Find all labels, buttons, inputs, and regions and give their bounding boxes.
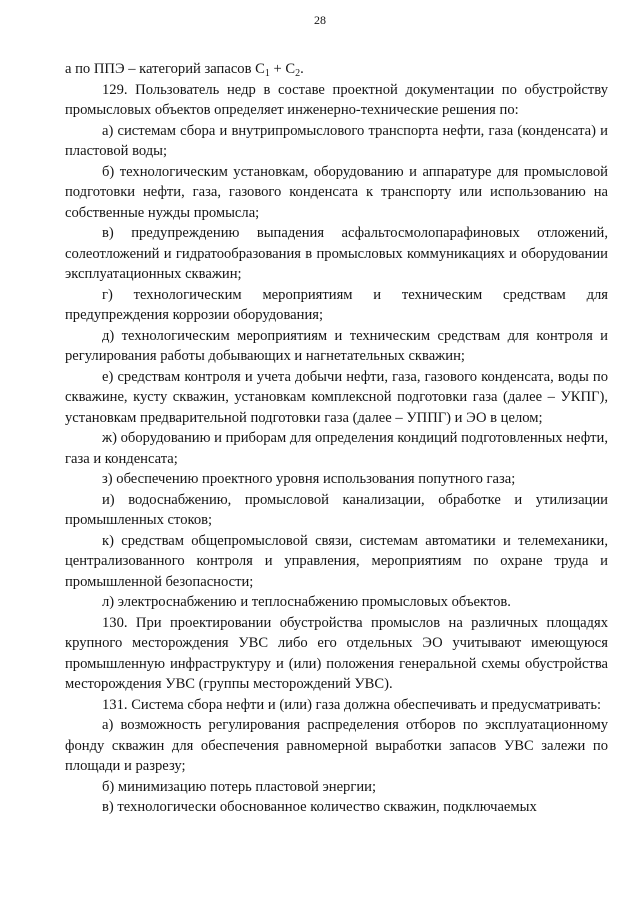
paragraph-129-b: б) технологическим установкам, оборудованию и аппаратуре для промысловой подготовки нефти, газа, газового конденсата к транспорту или использованию на собственные нужды промысла;	[65, 163, 608, 221]
text-fragment: .	[300, 61, 304, 77]
paragraph-129-g: г) технологическим мероприятиям и техническим средствам для предупреждения коррозии оборудования;	[65, 286, 608, 323]
text-fragment: + С	[269, 61, 296, 77]
paragraph-129-e: е) средствам контроля и учета добычи нефти, газа, газового конденсата, воды по скважине, кусту скважин, установкам комплексной подготовки газа (далее – УКПГ), установкам предварительной подготовки газа (далее – УППГ) и ЭО в целом;	[65, 368, 608, 426]
paragraph-131-a: а) возможность регулирования распределения отборов по эксплуатационному фонду скважин для обеспечения равномерной выработки запасов УВС залежи по площади и разрезу;	[65, 717, 608, 774]
paragraph-129-d: д) технологическим мероприятиям и техническим средствам для контроля и регулирования работы добывающих и нагнетательных скважин;	[65, 327, 608, 364]
paragraph-130: 130. При проектировании обустройства промыслов на различных площадях крупного месторождения УВС либо его отдельных ЭО учитывают имеющуюся промышленную инфраструктуру и (или) положения генеральной схемы обустройства месторождения УВС (группы месторождений УВС).	[65, 614, 608, 692]
paragraph-continuation	[65, 59, 608, 80]
paragraph-131-b: б) минимизацию потерь пластовой энергии;	[102, 778, 377, 795]
page-number: 28	[314, 13, 326, 27]
paragraph-129-i: и) водоснабжению, промысловой канализации, обработке и утилизации промышленных стоков;	[65, 491, 608, 528]
paragraph-131-v: в) технологически обоснованное количество скважин, подключаемых	[102, 799, 537, 815]
paragraph-129-zh: ж) оборудованию и приборам для определения кондиций подготовленных нефти, газа и конденсата;	[65, 430, 608, 467]
paragraph-131: 131. Система сбора нефти и (или) газа должна обеспечивать и предусматривать:	[102, 696, 602, 713]
text-fragment: а по ППЭ – категорий запасов С	[65, 61, 265, 77]
paragraph-129-a: а) системам сбора и внутрипромыслового транспорта нефти, газа (конденсата) и пластовой воды;	[65, 122, 608, 159]
subscript: 2	[295, 68, 301, 79]
paragraph-129: 129. Пользователь недр в составе проектной документации по обустройству промысловых объектов определяет инженерно-технические решения по:	[65, 81, 608, 118]
paragraph-129-l: л) электроснабжению и теплоснабжению промысловых объектов.	[102, 594, 511, 610]
paragraph-129-k: к) средствам общепромысловой связи, системам автоматики и телемеханики, централизованного контроля и управления, мероприятиям по охране труда и промышленной безопасности;	[65, 532, 608, 590]
paragraph-129-v: в) предупреждению выпадения асфальтосмолопарафиновых отложений, солеотложений и гидратообразования в промысловых коммуникациях и оборудовании эксплуатационных скважин;	[65, 225, 608, 282]
paragraph-129-z: з) обеспечению проектного уровня использования попутного газа;	[102, 471, 516, 487]
subscript: 1	[264, 68, 270, 79]
document-text-body	[65, 59, 608, 818]
